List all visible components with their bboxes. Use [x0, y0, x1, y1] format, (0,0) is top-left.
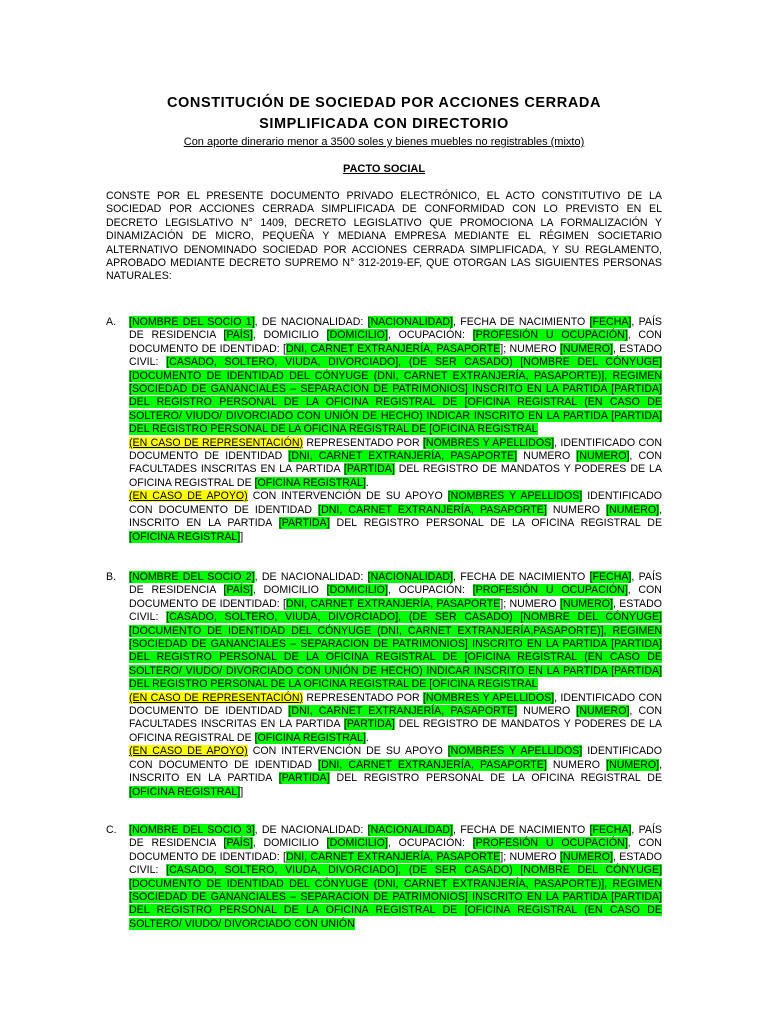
label-text: , CON DOCUMENTO DE IDENTIDAD: [ [129, 584, 662, 610]
label-text: IDENTIFICADO CON DOCUMENTO DE IDENTIDAD [129, 745, 662, 771]
apoyo-oficina-field: [OFICINA REGISTRAL] [129, 785, 241, 798]
fecha-field: [FECHA] [589, 316, 632, 328]
label-text: ] [240, 785, 244, 798]
nacionalidad-field: [NACIONALIDAD] [367, 316, 453, 328]
rep-nombres-field: [NOMBRES Y APELLIDOS] [422, 691, 555, 704]
socio-details [129, 571, 662, 692]
label-text: , DE NACIONALIDAD: [254, 316, 368, 328]
rep-documento-field: [DNI, CARNET EXTRANJERÍA, PASAPORTE] [288, 705, 518, 718]
apoyo-label: (EN CASO DE APOYO) [129, 490, 248, 503]
label-text: NUMERO [517, 705, 577, 718]
apoyo-partida-field: [PARTIDA] [278, 517, 330, 530]
label-text: , FECHA DE NACIMIENTO [452, 316, 590, 328]
label-text: , IDENTIFICADO CON DOCUMENTO DE IDENTIDAD [129, 691, 663, 718]
ocupacion-field: [PROFESIÓN U OCUPACIÓN] [472, 329, 628, 342]
representacion-label: (EN CASO DE REPRESENTACIÓN) [129, 691, 304, 704]
pais-field: [PAÍS] [223, 584, 253, 597]
list-marker: C. [106, 824, 117, 836]
socio-name-field: [NOMBRE DEL SOCIO 2] [129, 571, 255, 583]
ocupacion-field: [PROFESIÓN U OCUPACIÓN] [472, 584, 628, 597]
label-text: , CON FACULTADES INSCRITAS EN LA PARTIDA [129, 705, 663, 731]
label-text: IDENTIFICADO CON DOCUMENTO DE IDENTIDAD [129, 490, 662, 516]
rep-nombres-field: [NOMBRES Y APELLIDOS] [422, 436, 555, 449]
numero-field: [NUMERO] [559, 850, 613, 863]
documento-field: DNI, CARNET EXTRANJERÍA, PASAPORTE [285, 342, 501, 355]
domicilio-field: [DOMICILIO] [326, 837, 388, 850]
intro-paragraph: CONSTE POR EL PRESENTE DOCUMENTO PRIVADO ELECTRÓNICO, EL ACTO CONSTITUTIVO DE LA SOCIEDAD POR ACCIONES CERRADA SIMPLIFICADA DE CONFORMIDAD CON LO PREVISTO EN EL DECRETO LEGISLATIVO N° 1409, DECRETO LEGISLATIVO QUE PROMOCIONA LA FORMALIZACIÓN Y DINAMIZACIÓN DE MICRO, PEQUEÑA Y MEDIANA EMPRESA MEDIANTE EL RÉGIMEN SOCIETARIO ALTERNATIVO DENOMINADO SOCIEDAD POR ACCIONES CERRADA SIMPLIFICADA, Y SU REGLAMENTO, APROBADO MEDIANTE DECRETO SUPREMO N° 312-2019-EF, QUE OTORGAN LAS SIGUIENTES PERSONAS NATURALES: [106, 190, 662, 283]
socio-item-a [106, 316, 662, 544]
estado-civil-field: [CASADO, SOLTERO, VIUDA, DIVORCIADO], (DE SER CASADO) [NOMBRE DEL CÓNYUGE] [DOCUMENTO DE IDENTIDAD DEL CÓNYUGE (DNI, CARNET EXTRANJERÍA,PASAPORTE)], REGIMEN [SOCIEDAD DE GANANCIALES – SEPARACION DE PATRIMONIOS] INSCRITO EN LA PARTIDA [PARTIDA] DEL REGISTRO PERSONAL DE LA OFICINA REGISTRAL DE [OFICINA REGISTRAL (EN CASO DE SOLTERO/ VIUDO/ DIVORCIADO CON UNIÓN DE HECHO) INDICAR INSCRITO EN LA PARTIDA [PARTIDA] DEL REGISTRO PERSONAL DE LA OFICINA REGISTRAL DE [OFICINA REGISTRAL [129, 611, 662, 691]
rep-oficina-field: [OFICINA REGISTRAL] [254, 476, 366, 489]
label-text: DEL REGISTRO DE MANDATOS Y PODERES DE LA OFICINA REGISTRAL DE [129, 463, 662, 489]
label-text: . [365, 731, 369, 744]
label-text: NUMERO [546, 758, 607, 771]
label-text: , ESTADO CIVIL: [129, 342, 662, 369]
label-text: , PAÍS DE RESIDENCIA [129, 824, 662, 850]
rep-numero-field: [NUMERO] [576, 450, 630, 463]
list-marker: B. [106, 571, 117, 583]
apoyo-paragraph [129, 490, 662, 544]
label-text: , INSCRITO EN LA PARTIDA [129, 503, 663, 530]
estado-civil-field: [CASADO, SOLTERO, VIUDA, DIVORCIADO], (DE SER CASADO) [NOMBRE DEL CÓNYUGE] [DOCUMENTO DE IDENTIDAD DEL CÓNYUGE (DNI, CARNET EXTRANJERÍA, PASAPORTE)], REGIMEN [SOCIEDAD DE GANANCIALES – SEPARACION DE PATRIMONIOS] INSCRITO EN LA PARTIDA [PARTIDA] DEL REGISTRO PERSONAL DE LA OFICINA REGISTRAL DE [OFICINA REGISTRAL (EN CASO DE SOLTERO/ VIUDO/ DIVORCIADO CON UNIÓN [129, 864, 662, 930]
apoyo-nombres-field: [NOMBRES Y APELLIDOS] [447, 490, 583, 503]
domicilio-field: [DOMICILIO] [326, 329, 388, 342]
label-text: , DOMICILIO [252, 329, 327, 342]
rep-documento-field: [DNI, CARNET EXTRANJERÍA, PASAPORTE] [288, 450, 518, 463]
list-marker: A. [106, 316, 117, 328]
label-text: , DE NACIONALIDAD: [254, 824, 368, 836]
apoyo-documento-field: [DNI, CARNET EXTRANJERÍA, PASAPORTE] [318, 503, 547, 516]
label-text: CON INTERVENCIÓN DE SU APOYO [247, 745, 448, 758]
label-text: , PAÍS DE RESIDENCIA [129, 571, 662, 597]
document-title-line-2: SIMPLIFICADA CON DIRECTORIO [259, 116, 509, 132]
fecha-field: [FECHA] [589, 824, 632, 836]
apoyo-numero-field: [NUMERO] [606, 758, 660, 771]
document-title-line-1: CONSTITUCIÓN DE SOCIEDAD POR ACCIONES CERRADA [166, 95, 602, 111]
numero-field: [NUMERO] [559, 597, 613, 610]
label-text: , IDENTIFICADO CON DOCUMENTO DE IDENTIDAD [129, 436, 663, 463]
label-text: , OCUPACIÓN: [387, 837, 473, 850]
socio-details [129, 824, 662, 931]
label-text: NUMERO [546, 503, 607, 516]
label-text: , PAÍS DE RESIDENCIA [129, 316, 662, 342]
documento-field: DNI, CARNET EXTRANJERÍA, PASAPORTE [285, 597, 501, 610]
label-text: ]; NUMERO [500, 597, 560, 610]
apoyo-numero-field: [NUMERO] [606, 503, 660, 516]
label-text: ] [240, 530, 244, 543]
label-text: DEL REGISTRO DE MANDATOS Y PODERES DE LA OFICINA REGISTRAL DE [129, 718, 662, 744]
socio-item-c [106, 824, 662, 931]
label-text: CON INTERVENCIÓN DE SU APOYO [247, 490, 448, 503]
label-text: , CON DOCUMENTO DE IDENTIDAD: [ [129, 837, 662, 863]
label-text: , OCUPACIÓN: [387, 584, 473, 597]
numero-field: [NUMERO] [559, 342, 613, 355]
socio-name-field: [NOMBRE DEL SOCIO 1] [129, 316, 255, 328]
socio-name-field: [NOMBRE DEL SOCIO 3] [129, 824, 255, 836]
label-text: , ESTADO CIVIL: [129, 850, 662, 877]
ocupacion-field: [PROFESIÓN U OCUPACIÓN] [472, 837, 628, 850]
label-text: , CON FACULTADES INSCRITAS EN LA PARTIDA [129, 450, 663, 476]
document-subtitle: Con aporte dinerario menor a 3500 soles y bienes muebles no registrables (mixto) [183, 136, 585, 148]
pais-field: [PAÍS] [223, 329, 253, 342]
representacion-label: (EN CASO DE REPRESENTACIÓN) [129, 436, 304, 449]
nacionalidad-field: [NACIONALIDAD] [367, 824, 453, 836]
rep-partida-field: [PARTIDA] [343, 718, 395, 731]
domicilio-field: [DOMICILIO] [326, 584, 388, 597]
label-text: NUMERO [517, 450, 577, 463]
socio-details [129, 316, 662, 437]
label-text: , FECHA DE NACIMIENTO [452, 824, 590, 836]
rep-numero-field: [NUMERO] [576, 705, 630, 718]
representacion-paragraph [129, 437, 662, 491]
label-text: , INSCRITO EN LA PARTIDA [129, 758, 663, 785]
label-text: , OCUPACIÓN: [387, 329, 473, 342]
nacionalidad-field: [NACIONALIDAD] [367, 571, 453, 583]
label-text: ]; NUMERO [500, 850, 560, 863]
apoyo-documento-field: [DNI, CARNET EXTRANJERÍA, PASAPORTE] [318, 758, 547, 771]
socio-item-b [106, 571, 662, 799]
fecha-field: [FECHA] [589, 571, 632, 583]
estado-civil-field: [CASADO, SOLTERO, VIUDA, DIVORCIADO], (DE SER CASADO) [NOMBRE DEL CÓNYUGE] [DOCUMENTO DE IDENTIDAD DEL CÓNYUGE (DNI, CARNET EXTRANJERÍA, PASAPORTE)], REGIMEN [SOCIEDAD DE GANANCIALES – SEPARACION DE PATRIMONIOS] INSCRITO EN LA PARTIDA [PARTIDA] DEL REGISTRO PERSONAL DE LA OFICINA REGISTRAL DE [OFICINA REGISTRAL (EN CASO DE SOLTERO/ VIUDO/ DIVORCIADO CON UNIÓN DE HECHO) INDICAR INSCRITO EN LA PARTIDA [PARTIDA] DEL REGISTRO PERSONAL DE LA OFICINA REGISTRAL DE [OFICINA REGISTRAL [129, 356, 662, 436]
apoyo-label: (EN CASO DE APOYO) [129, 745, 248, 758]
pais-field: [PAÍS] [223, 837, 253, 850]
apoyo-partida-field: [PARTIDA] [278, 772, 330, 785]
label-text: , FECHA DE NACIMIENTO [452, 571, 590, 583]
label-text: , DOMICILIO [252, 584, 327, 597]
label-text: DEL REGISTRO PERSONAL DE LA OFICINA REGISTRAL DE [329, 772, 663, 785]
apoyo-nombres-field: [NOMBRES Y APELLIDOS] [447, 745, 583, 758]
rep-oficina-field: [OFICINA REGISTRAL] [254, 731, 366, 744]
label-text: DEL REGISTRO PERSONAL DE LA OFICINA REGISTRAL DE [329, 517, 663, 530]
label-text: , DE NACIONALIDAD: [254, 571, 368, 583]
documento-field: DNI, CARNET EXTRANJERÍA, PASAPORTE [285, 850, 501, 863]
label-text: REPRESENTADO POR [303, 436, 423, 449]
rep-partida-field: [PARTIDA] [343, 463, 395, 476]
label-text: , DOMICILIO [252, 837, 327, 850]
section-heading-pacto-social: PACTO SOCIAL [342, 163, 426, 175]
label-text: , ESTADO CIVIL: [129, 597, 662, 624]
apoyo-paragraph [129, 745, 662, 799]
label-text: . [365, 476, 369, 489]
apoyo-oficina-field: [OFICINA REGISTRAL] [129, 530, 241, 543]
representacion-paragraph [129, 692, 662, 746]
label-text: ]; NUMERO [500, 342, 560, 355]
label-text: REPRESENTADO POR [303, 691, 423, 704]
label-text: , CON DOCUMENTO DE IDENTIDAD: [ [129, 329, 662, 355]
